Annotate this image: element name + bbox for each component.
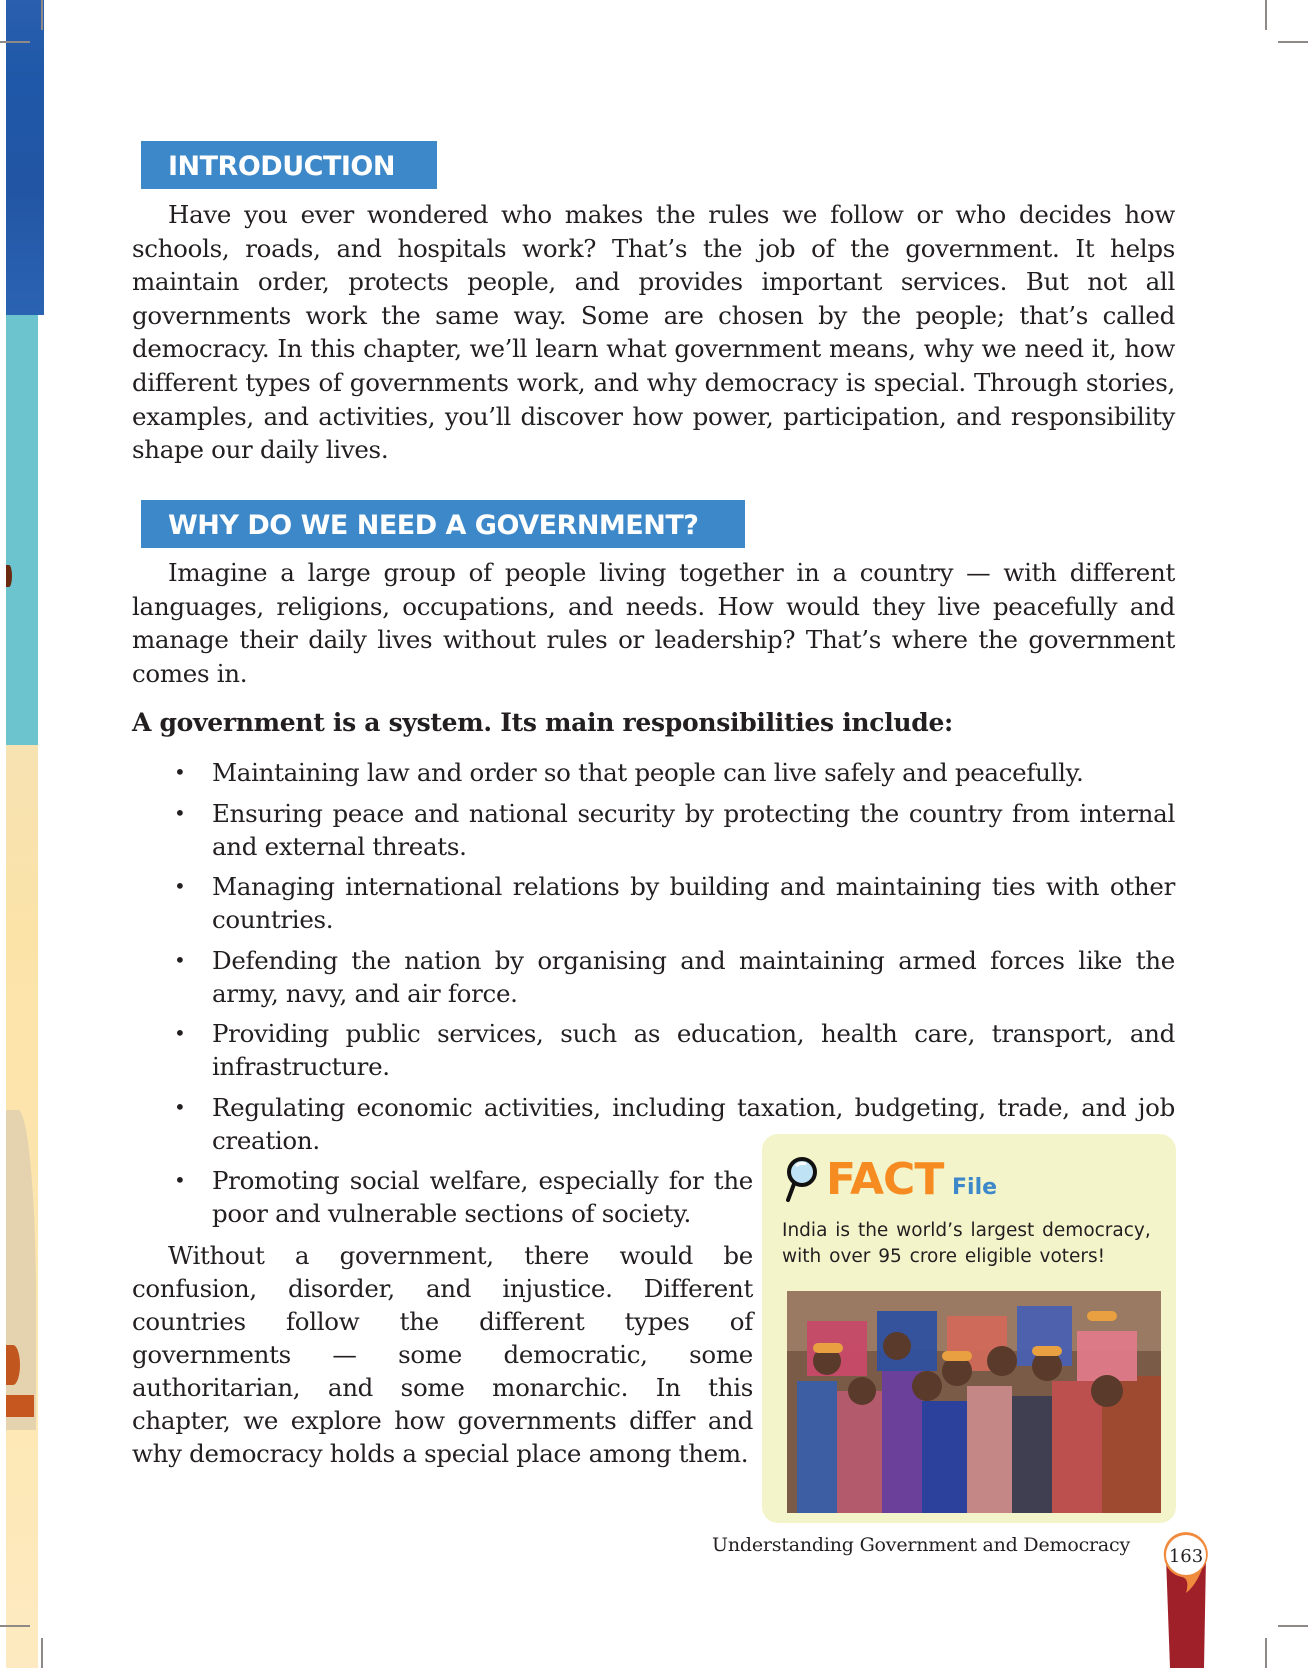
fact-title: FACT [826, 1154, 944, 1205]
why-government-text: Imagine a large group of people living together in a country — with different languages, religions, occupations, and needs. How would they live peacefully and manage their daily lives without rules or leadership? That’s where the government comes in. [132, 558, 1175, 688]
magnifying-glass-icon [782, 1156, 822, 1204]
crop-mark [1278, 41, 1308, 43]
page-number-badge [1158, 1527, 1214, 1668]
fact-subtitle: File [952, 1175, 998, 1200]
chapter-title-footer: Understanding Government and Democracy [712, 1534, 1130, 1556]
list-item: • Ensuring peace and national security by protecting the country from internal and external threats. [174, 798, 1175, 861]
responsibilities-intro: A government is a system. Its main responsibilities include: [132, 708, 953, 737]
list-item: • Managing international relations by building and maintaining ties with other countries. [174, 872, 1175, 934]
bullet-icon: • [174, 800, 186, 825]
crop-mark [0, 1625, 30, 1627]
crowd-illustration [787, 1291, 1161, 1513]
introduction-paragraph [132, 198, 1175, 467]
crop-mark [41, 1638, 43, 1668]
section-heading-why-government: WHY DO WE NEED A GOVERNMENT? [141, 500, 745, 548]
crop-mark [1265, 1638, 1267, 1668]
bullet-icon: • [174, 874, 186, 898]
introduction-text: Have you ever wondered who makes the rules we follow or who decides how schools, roads, and hospitals work? That’s the job of the government. It helps maintain order, protects people, and provides important services. But not all governments work the same way. Some are chosen by the people; that’s called democracy. In this chapter, we’ll learn what government means, why we need it, how different types of governments work, and why democracy is special. Through stories, examples, and activities, you’ll discover how power, participation, and responsibility shape our daily lives. [132, 200, 1175, 465]
crop-mark [1278, 1625, 1308, 1627]
bullet-icon: • [174, 1021, 186, 1045]
crop-mark [1265, 0, 1267, 30]
fact-file-box [762, 1134, 1176, 1523]
page-number: 163 [1168, 1546, 1204, 1567]
bullet-icon: • [174, 1168, 186, 1192]
strip-teal-band [6, 315, 38, 745]
strip-illustration-shape [6, 1395, 34, 1417]
list-item: • Defending the nation by organising and maintaining armed forces like the army, navy, and air force. [174, 945, 1175, 1008]
list-item: • Providing public services, such as education, health care, transport, and infrastructure. [174, 1019, 1175, 1081]
crop-mark [41, 0, 43, 30]
strip-illustration-shape [6, 565, 12, 587]
why-government-paragraph [132, 556, 1175, 690]
closing-paragraph: Without a government, there would be confusion, disorder, and injustice. Different countries follow the different types of governments — some democratic, some authoritarian, and some monarchic. In this chapter, we explore how governments differ and why democracy holds a special place among them. [132, 1241, 753, 1468]
crop-mark [0, 41, 30, 43]
strip-blue-band [6, 0, 44, 315]
left-decorative-strip [6, 0, 44, 1668]
bullet-icon: • [174, 760, 186, 784]
list-item: • Maintaining law and order so that people can live safely and peacefully. [174, 758, 1084, 787]
bullet-icon: • [174, 1094, 186, 1119]
list-item: • Regulating economic activities, including taxation, budgeting, trade, and job creation. [174, 1092, 1175, 1155]
fact-text: India is the world’s largest democracy, with over 95 crore eligible voters! [782, 1220, 1151, 1267]
voters-queue-photo [787, 1291, 1161, 1513]
strip-illustration-shape [6, 1345, 20, 1385]
section-heading-introduction: INTRODUCTION [141, 141, 437, 189]
bullet-icon: • [174, 947, 186, 972]
list-item: • Promoting social welfare, especially for the poor and vulnerable sections of society. [174, 1166, 753, 1228]
